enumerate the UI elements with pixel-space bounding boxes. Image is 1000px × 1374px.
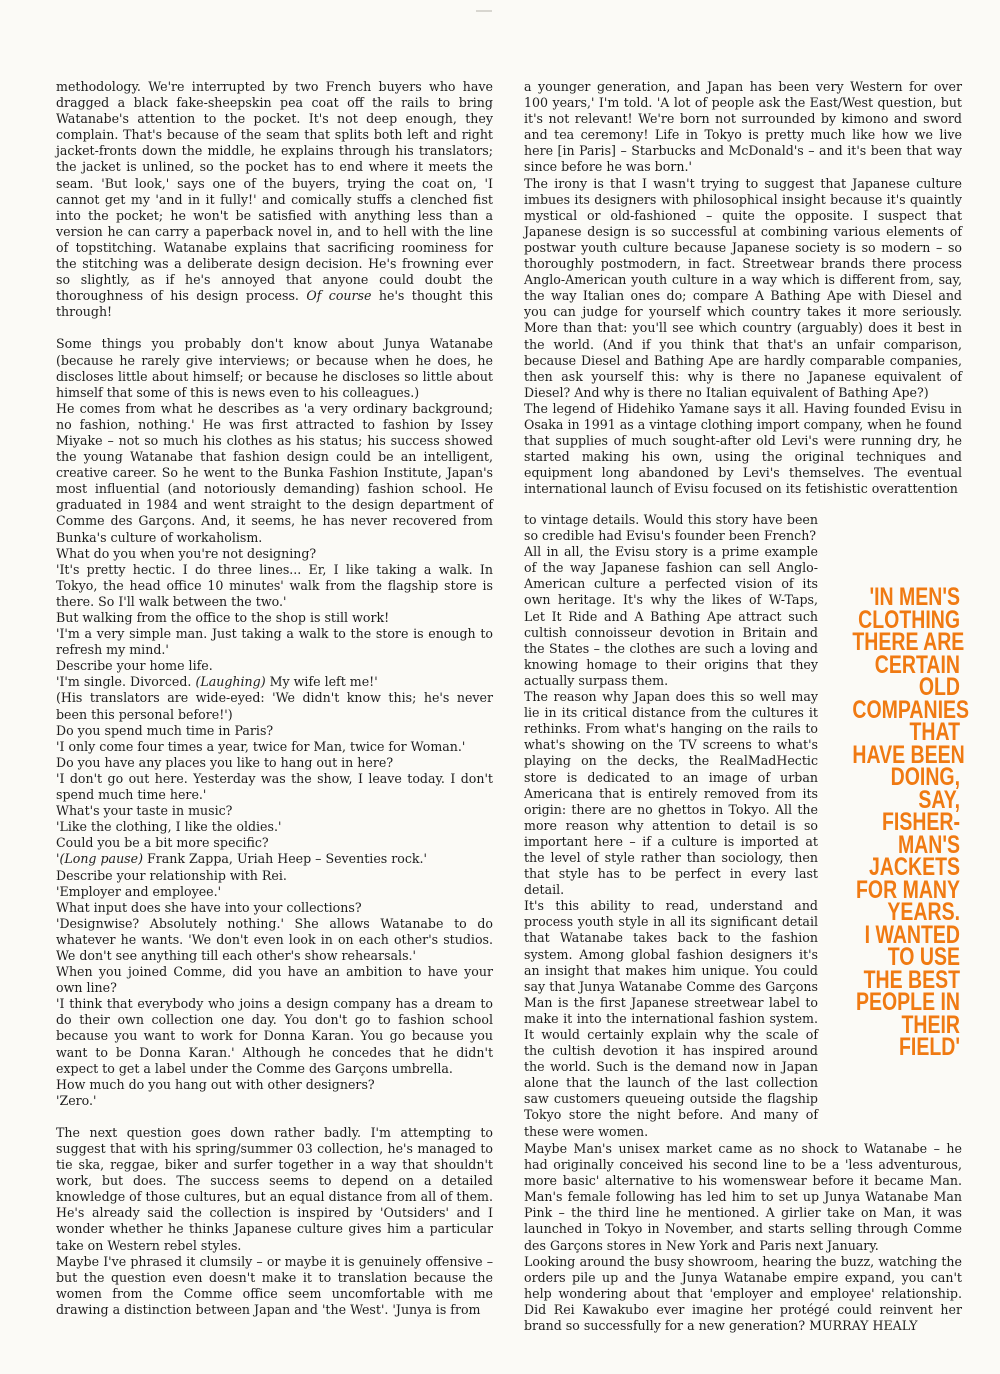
paragraph: Maybe Man's unisex market came as no shock to Watanabe – he had originally conceived his second line to be a 'less adventurous, more basic' alternative to his womenswear before it became Man. Man's female following has led him to set up Junya Watanabe Man Pink – the third line he mentioned. A girlier take on Man, it was launched in Tokyo in November, and starts selling through Comme des Garçons stores in New York and Paris next January.	[524, 1141, 962, 1253]
interview-question: Describe your home life.	[56, 658, 213, 674]
interview-answer: 'I'm a very simple man. Just taking a walk to the store is enough to refresh my mind.'	[56, 626, 493, 658]
paragraph: The next question goes down rather badly. I'm attempting to suggest that with his spring/summer 03 collection, he's managed to tie ska, reggae, biker and surfer together in a way that shouldn't work, but does. The success seems to depend on a detailed knowledge of those cultures, but an equal distance from all of them. He's already said the collection is inspired by 'Outsiders' and I wonder whether he thinks Japanese culture gives him a particular take on Western rebel styles.	[56, 1124, 493, 1253]
interview-note: (His translators are wide-eyed: 'We didn't know this; he's never been this personal before!')	[56, 690, 493, 722]
pull-quote-line: DOING,	[890, 763, 960, 791]
pull-quote-line: YEARS.	[887, 898, 960, 926]
interview-question: What input does she have into your collections?	[56, 899, 362, 915]
interview-question: How much do you hang out with other designers?	[56, 1076, 375, 1092]
pull-quote-line: FIELD'	[899, 1033, 960, 1061]
pull-quote	[852, 583, 970, 1061]
pull-quote-line: JACKETS	[868, 853, 960, 881]
interview-question: What do you when you're not designing?	[56, 545, 317, 561]
column-right-top	[524, 79, 962, 497]
paragraph: Looking around the busy showroom, hearing the buzz, watching the orders pile up and the Junya Watanabe empire expand, you can't help wondering about that 'employer and employee' relationship. Did Rei Kawakubo ever imagine her protégé could reinvent her brand so successfully for a new generation? MURRAY HEALY	[524, 1253, 962, 1334]
paragraph: The irony is that I wasn't trying to suggest that Japanese culture imbues its designers with philosophical insight because it's quaintly mystical or old-fashioned – quite the opposite. I suspect that Japanese design is so successful at combining various elements of postwar youth culture because Japanese society is so modern – so thoroughly postmodern, in fact. Streetwear brands there process Anglo-American youth culture in a way which is different from, say, the way Italian ones do; compare A Bathing Ape with Diesel and you can judge for yourself which country takes it more seriously. More than that: you'll see which country (arguably) does it best in the world. (And if you think that that's an unfair comparison, because Diesel and Bathing Ape are hardly comparable companies, then ask yourself this: why is there no Japanese equivalent of Diesel? And why is there no Italian equivalent of Bathing Ape?)	[524, 175, 962, 400]
pull-quote-line: MAN'S	[897, 830, 960, 859]
pull-quote-line: TO USE	[887, 943, 960, 971]
pull-quote-line: COMPANIES	[852, 695, 970, 724]
page-speck	[476, 10, 492, 12]
pull-quote-line: THERE ARE	[852, 628, 965, 656]
paragraph: It's this ability to read, understand and process youth style in all its significant detail that Watanabe takes back to the fashion system. Among global fashion designers it's an insight that makes him unique. You could say that Junya Watanabe Comme des Garçons Man is the first Japanese streetwear label to make it into the international fashion system. It would certainly explain why the scale of the cultish devotion it has inspired around the world. Such is the demand now in Japan alone that the launch of the last collection saw customers queueing outside the flagship Tokyo store the night before. And many of these were women.	[524, 898, 818, 1139]
interview-answer: 'Like the clothing, I like the oldies.'	[56, 819, 282, 835]
interview-answer: 'I think that everybody who joins a design company has a dream to do their own collection one day. You don't go to fashion school because you want to work for Donna Karan. You go because you want to be Donna Karan.' Although he concedes that he didn't expect to get a label under the Comme des Garçons umbrella.	[56, 996, 493, 1076]
interview-answer: 'Designwise? Absolutely nothing.' She allows Watanabe to do whatever he wants. 'We don't even look in on each other's studios. We don't see anything till each other's show rehearsals.'	[56, 915, 493, 963]
pull-quote-line: THE BEST	[863, 965, 960, 994]
pull-quote-line: PEOPLE IN	[855, 988, 960, 1016]
paragraph: All in all, the Evisu story is a prime example of the way Japanese fashion can sell Anglo-American culture a perfected vision of its own heritage. It's why the likes of W-Taps, Let It Ride and A Bathing Ape attract such cultish connoisseur devotion in Britain and the States – the clothes are such a loving and knowing homage to their origins that they actually surpass them.	[524, 544, 818, 688]
paragraph: a younger generation, and Japan has been very Western for over 100 years,' I'm told. 'A lot of people ask the East/West question, but it's not relevant! We're born not surrounded by kimono and sword and tea ceremony! Life in Tokyo is pretty much like how we live here [in Paris] – Starbucks and McDonald's – and it's been that way since before he was born.'	[524, 79, 962, 175]
byline: MURRAY HEALY	[809, 1318, 918, 1334]
paragraph: The reason why Japan does this so well may lie in its critical distance from the cultures it rethinks. From what's hanging on the rails to what's showing on the TV screens to what's playing on the decks, the RealMadHectic store is dedicated to an image of urban Americana that is entirely removed from its origin: there are no ghettos in Tokyo. All the more reason why attention to detail is so important here – if a culture is imported at the level of style rather than sociology, then that style has to be perfect in every last detail.	[524, 689, 818, 898]
pull-quote-line: SAY,	[918, 785, 960, 814]
paragraph: to vintage details. Would this story have been so credible had Evisu's founder been French?	[524, 512, 818, 544]
pull-quote-line: FOR MANY	[856, 875, 960, 904]
paragraph: He comes from what he describes as 'a very ordinary background; no fashion, nothing.' He was first attracted to fashion by Issey Miyake – not so much his clothes as his status; his success showed the young Watanabe that fashion design could be an intelligent, creative career. So he went to the Bunka Fashion Institute, Japan's most influential (and notoriously demanding) fashion school. He graduated in 1984 and went straight to the design department of Comme des Garçons. And, it seems, he has never recovered from Bunka's culture of workaholism.	[56, 400, 493, 545]
interview-question: When you joined Comme, did you have an ambition to have your own line?	[56, 964, 493, 996]
interview-question: But walking from the office to the shop is still work!	[56, 610, 390, 625]
pull-quote-line: I WANTED	[864, 920, 960, 949]
interview-answer: 'I don't go out here. Yesterday was the show, I leave today. I don't spend much time here.'	[56, 770, 493, 803]
pull-quote-line: 'IN MEN'S	[869, 583, 960, 611]
pull-quote-line: THAT	[909, 718, 960, 746]
interview-answer: 'I only come four times a year, twice for Man, twice for Woman.'	[56, 738, 466, 754]
interview-question: Do you have any places you like to hang out in here?	[56, 754, 394, 770]
paragraph: Maybe I've phrased it clumsily – or maybe it is genuinely offensive – but the question even doesn't make it to translation because the women from the Comme office seem uncomfortable with me drawing a distinction between Japan and 'the West'. 'Junya is from	[56, 1253, 493, 1317]
pull-quote-line: CLOTHING	[858, 605, 960, 634]
paragraph: methodology. We're interrupted by two French buyers who have dragged a black fake-sheepskin pea coat off the rails to bring Watanabe's attention to the pocket. It's not deep enough, they complain. That's because of the seam that splits both left and right jacket-fronts down the middle, he explains through his translators; the jacket is unlined, so the pocket has to end where it meets the seam. 'But look,' says one of the buyers, trying the coat on, 'I cannot get my 'and in it fully!' and comically stuffs a clenched fist into the pocket; he won't be satisfied with anything less than a version he can carry a paperback novel in, and to hell with the line of topstitching. Watanabe explains that sacrificing roominess for the stitching was a deliberate design decision. He's frowning ever so slightly, as if he's annoyed that anyone could doubt the thoroughness of his design process. Of course he's thought this through!	[56, 79, 493, 320]
interview-answer: 'Employer and employee.'	[56, 883, 222, 899]
paragraph: Some things you probably don't know about Junya Watanabe (because he rarely give interviews; or because when he does, he discloses little about himself; or because he discloses so little about himself that some of this is news even to his colleagues.)	[56, 336, 493, 400]
pull-quote-line: OLD	[918, 673, 960, 701]
pull-quote-line: THEIR	[901, 1010, 960, 1039]
pull-quote-line: CERTAIN	[874, 650, 960, 679]
interview-question: What's your taste in music?	[56, 803, 233, 819]
interview-question: Describe your relationship with Rei.	[56, 867, 287, 883]
column-right-bottom	[524, 1141, 962, 1334]
interview-answer: 'Zero.'	[56, 1092, 97, 1108]
paragraph: The legend of Hidehiko Yamane says it all. Having founded Evisu in Osaka in 1991 as a vintage clothing import company, when he found that supplies of much sought-after old Levi's were running dry, he started making his own, using the original techniques and equipment long abandoned by Levi's themselves. The eventual international launch of Evisu focused on its fetishistic overattention	[524, 400, 962, 497]
interview-answer: '(Long pause) Frank Zappa, Uriah Heep – Seventies rock.'	[56, 851, 427, 867]
interview-answer: 'I'm single. Divorced. (Laughing) My wife left me!'	[56, 674, 378, 690]
interview-answer: 'It's pretty hectic. I do three lines... Er, I like taking a walk. In Tokyo, the head office 10 minutes' walk from the flagship store is there. So I'll walk between the two.'	[56, 561, 493, 609]
column-right-narrow	[524, 512, 818, 1140]
interview-question: Do you spend much time in Paris?	[56, 722, 274, 738]
pull-quote-line: FISHER-	[882, 808, 960, 836]
column-left	[56, 79, 493, 1318]
interview-question: Could you be a bit more specific?	[56, 835, 269, 851]
pull-quote-line: HAVE BEEN	[852, 740, 965, 769]
